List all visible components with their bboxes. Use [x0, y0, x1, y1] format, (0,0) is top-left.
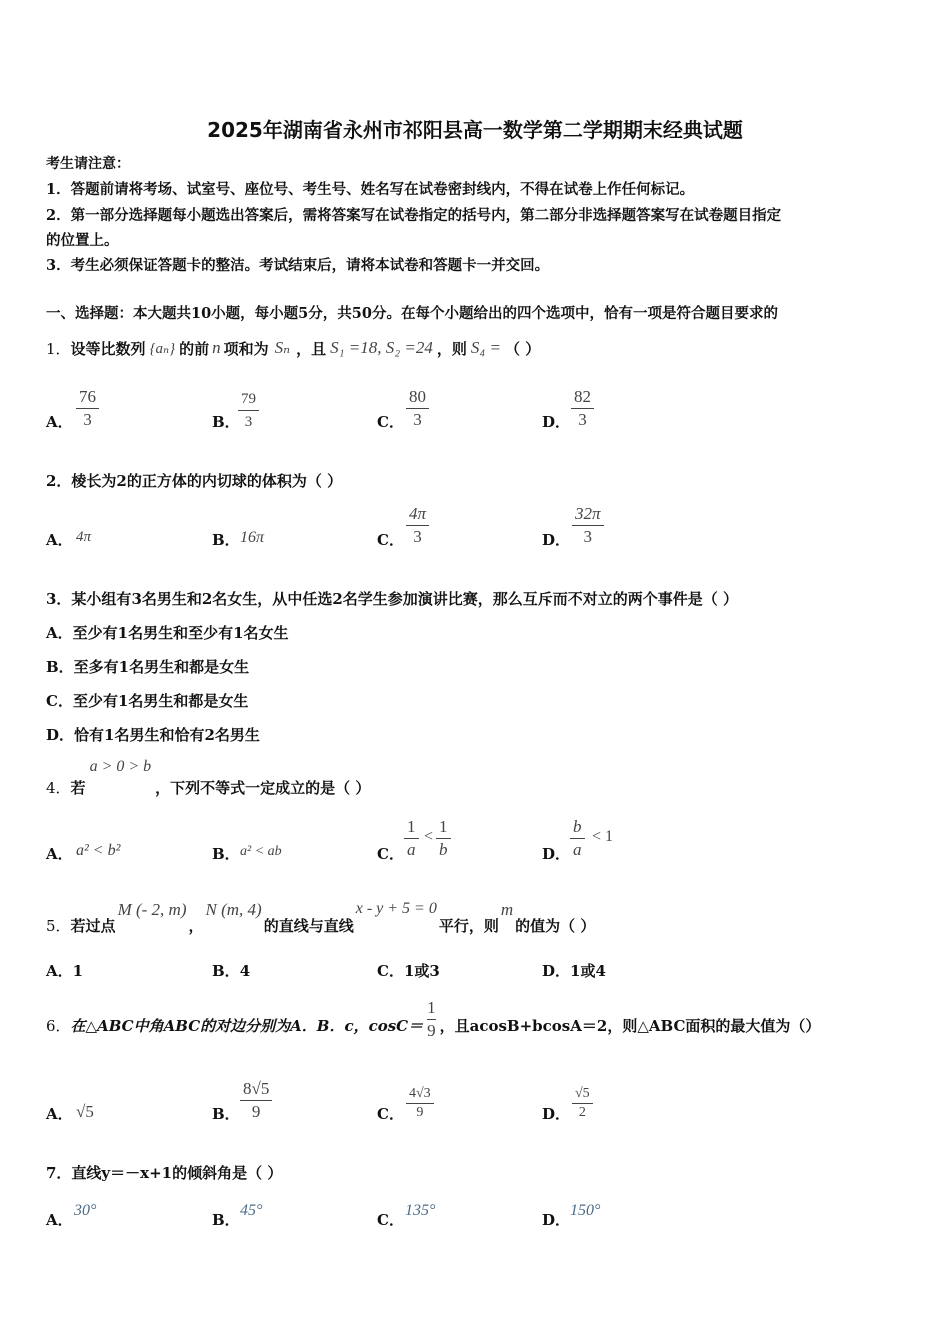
- option-c-fraction: 4√3 9: [406, 1085, 434, 1122]
- question-7: 7．直线y＝－x+1的倾斜角是（ ）: [46, 1164, 283, 1182]
- section-heading: 一、选择题：本大题共10小题，每小题5分，共50分。在每个小题给出的四个选项中，恰有一项是符合题目要求的: [46, 305, 778, 322]
- option-label-b: B．: [212, 1105, 240, 1123]
- option-a-value: 4π: [76, 529, 92, 545]
- option-label-c: C．: [377, 1211, 404, 1229]
- notice-heading: 考生请注意：: [46, 156, 130, 172]
- option-d: D．1或4: [542, 962, 606, 980]
- page-title: 2025年湖南省永州市祁阳县高一数学第二学期期末经典试题: [207, 118, 743, 142]
- option-label-a: A．: [46, 531, 73, 549]
- option-d-fraction: b a: [570, 816, 585, 861]
- math-condition: a > 0 > b: [89, 758, 152, 775]
- option-c: C．1或3: [377, 962, 440, 980]
- option-b-fraction: 79 3: [238, 388, 259, 433]
- option-c-angle: 135°: [405, 1202, 436, 1219]
- option-d: D．恰有1名男生和恰有2名男生: [46, 726, 260, 744]
- question-4: 4． 若 a > 0 > b ，下列不等式一定成立的是（ ）: [46, 758, 371, 797]
- option-d-angle: 150°: [570, 1202, 601, 1219]
- option-label-d: D．: [542, 845, 571, 863]
- option-label-c: C．: [377, 413, 404, 431]
- option-c-fraction: 4π 3: [406, 503, 429, 548]
- option-c-fraction: 80 3: [406, 386, 429, 431]
- question-1: 1． 设等比数列 {aₙ} 的前 n 项和为 Sₙ ，且 S₁ =18, S₂ =24 ，则 S₄ = （ ）: [46, 338, 541, 358]
- option-a-value: a² < b²: [76, 842, 121, 859]
- cos-fraction: 1 9: [427, 998, 436, 1040]
- option-a-fraction: 76 3: [76, 386, 99, 431]
- math-seq: {aₙ}: [149, 340, 176, 357]
- option-label-b: B．: [212, 413, 240, 431]
- option-b: B．4: [212, 962, 251, 980]
- option-c: C．至少有1名男生和都是女生: [46, 692, 249, 710]
- option-a-angle: 30°: [74, 1202, 97, 1219]
- option-label-a: A．: [46, 845, 73, 863]
- option-label-d: D．: [542, 531, 571, 549]
- question-3: 3．某小组有3名男生和2名女生，从中任选2名学生参加演讲比赛，那么互斥而不对立的两个事件是（ ）: [46, 590, 738, 608]
- option-b-angle: 45°: [240, 1202, 263, 1219]
- option-label-c: C．: [377, 531, 404, 549]
- option-d-fraction: 32π 3: [572, 503, 604, 548]
- option-d-fraction: √5 2: [572, 1085, 593, 1122]
- option-label-c: C．: [377, 1105, 404, 1123]
- option-b-value: a² < ab: [240, 844, 282, 859]
- option-label-b: B．: [212, 531, 240, 549]
- option-a: A．1: [46, 962, 84, 980]
- notice-item: 2．第一部分选择题每小题选出答案后，需将答案写在试卷指定的括号内，第二部分非选择题答案写在试卷题目指定: [46, 207, 782, 224]
- option-d-fraction: 82 3: [571, 386, 594, 431]
- option-c-fraction-1: 1 a: [404, 816, 419, 861]
- option-b-value: 16π: [240, 529, 265, 546]
- question-2: 2．棱长为2的正方体的内切球的体积为（ ）: [46, 472, 343, 490]
- option-b-fraction: 8√5 9: [240, 1078, 272, 1123]
- option-label-d: D．: [542, 1211, 571, 1229]
- option-label-d: D．: [542, 413, 571, 431]
- option-label-c: C．: [377, 845, 404, 863]
- option-label-d: D．: [542, 1105, 571, 1123]
- option-label-a: A．: [46, 413, 73, 431]
- notice-item: 3．考生必须保证答题卡的整洁。考试结束后，请将本试卷和答题卡一并交回。: [46, 257, 550, 274]
- notice-item: 的位置上。: [46, 232, 119, 249]
- point-m: M (- 2, m): [117, 900, 187, 919]
- line-equation: x - y + 5 = 0: [355, 900, 437, 917]
- option-label-a: A．: [46, 1105, 73, 1123]
- option-c-fraction-2: 1 b: [436, 816, 451, 861]
- question-6: 6． 在△ABC中角ABC的对边分别为A．B．c，cosC＝ 1 9 ，且acosB+bcosA＝2，则△ABC面积的最大值为（）: [46, 998, 821, 1040]
- option-a-value: √5: [76, 1102, 94, 1121]
- question-5: 5． 若过点 M (- 2, m) ， N (m, 4) 的直线与直线 x - y + 5 = 0 平行，则 m 的值为（ ）: [46, 900, 596, 935]
- question-number: 1．: [46, 339, 71, 358]
- math-condition: S₁ =18, S₂ =24: [330, 338, 433, 357]
- option-a: A．至少有1名男生和至少有1名女生: [46, 624, 289, 642]
- notice-item: 1．答题前请将考场、试室号、座位号、考生号、姓名写在试卷密封线内，不得在试卷上作任何标记。: [46, 181, 695, 198]
- option-label-b: B．: [212, 1211, 240, 1229]
- option-b: B．至多有1名男生和都是女生: [46, 658, 250, 676]
- option-label-b: B．: [212, 845, 240, 863]
- option-label-a: A．: [46, 1211, 73, 1229]
- point-n: N (m, 4): [205, 900, 262, 919]
